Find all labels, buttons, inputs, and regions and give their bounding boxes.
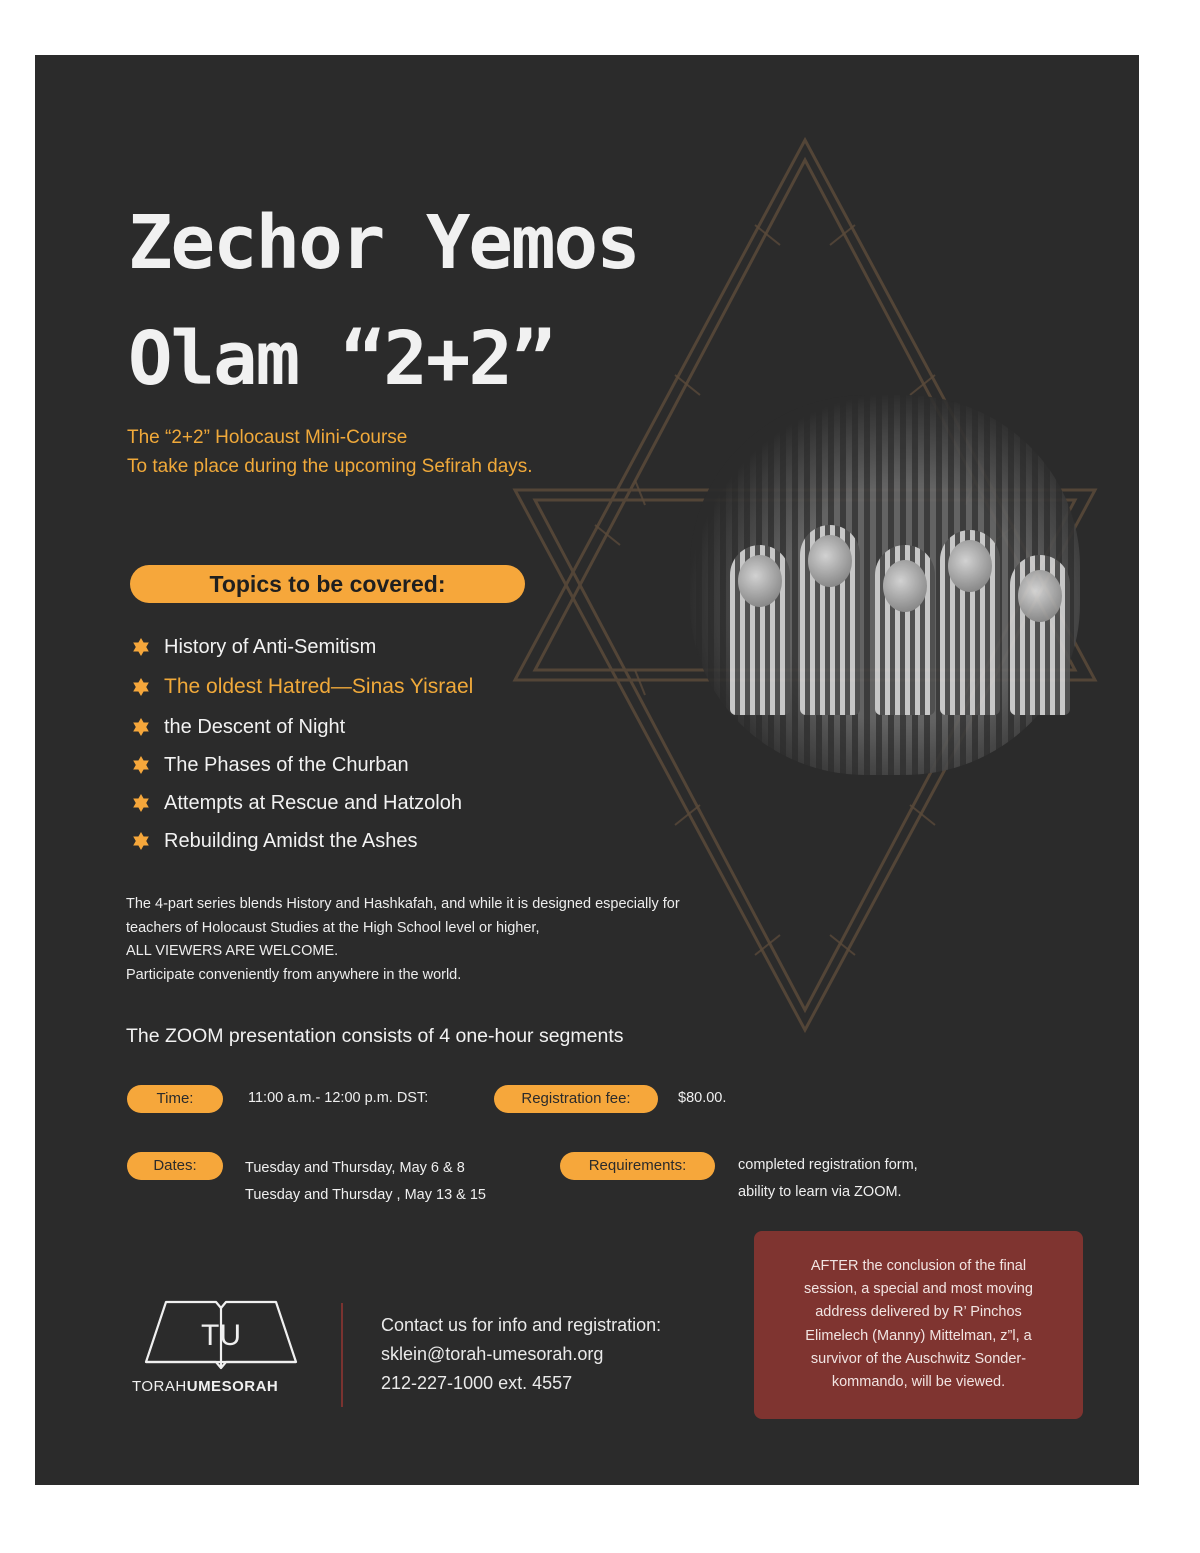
prisoners-photo [690, 395, 1080, 775]
requirements-line-2: ability to learn via ZOOM. [738, 1184, 902, 1200]
list-item [131, 784, 473, 822]
logo-letters: TU [201, 1319, 241, 1352]
page-title [128, 185, 828, 417]
topics-list [131, 628, 473, 860]
list-item [131, 628, 473, 666]
requirements-label: Requirements: [560, 1152, 715, 1180]
logo-name-umesorah: UMESORAH [186, 1378, 279, 1395]
star-bullet-icon [131, 677, 151, 697]
description-line: teachers of Holocaust Studies at the High School level or higher, [126, 919, 540, 936]
contact-info [381, 1311, 661, 1398]
note-line: session, a special and most moving [804, 1281, 1033, 1298]
registration-fee-label: Registration fee: [494, 1085, 658, 1113]
closing-note [754, 1231, 1083, 1419]
star-bullet-icon [131, 637, 151, 657]
dates-label: Dates: [127, 1152, 223, 1180]
dates-line-1: Tuesday and Thursday, May 6 & 8 [245, 1160, 465, 1176]
list-item [131, 822, 473, 860]
time-label: Time: [127, 1085, 223, 1113]
title-line-1: Zechor Yemos [128, 200, 639, 286]
registration-fee-value: $80.00. [678, 1090, 727, 1106]
description [126, 893, 806, 987]
poster [35, 55, 1139, 1485]
topic-label: The Phases of the Churban [164, 753, 409, 776]
zoom-info: The ZOOM presentation consists of 4 one-hour segments [126, 1025, 624, 1047]
list-item [131, 708, 473, 746]
topic-label: the Descent of Night [164, 715, 346, 738]
divider [341, 1303, 343, 1407]
star-bullet-icon [131, 793, 151, 813]
title-line-2: Olam “2+2” [128, 316, 554, 402]
topic-label: Rebuilding Amidst the Ashes [164, 829, 418, 852]
dates-line-2: Tuesday and Thursday , May 13 & 15 [245, 1187, 486, 1203]
contact-heading: Contact us for info and registration: [381, 1315, 662, 1335]
note-line: Elimelech (Manny) Mittelman, z”l, a [805, 1327, 1032, 1344]
note-line: address delivered by R’ Pinchos [815, 1304, 1022, 1321]
topics-heading: Topics to be covered: [130, 565, 525, 603]
contact-phone[interactable]: 212-227-1000 ext. 4557 [381, 1373, 573, 1393]
description-line: ALL VIEWERS ARE WELCOME. [126, 943, 339, 959]
list-item [131, 666, 473, 708]
description-line: The 4-part series blends History and Hashkafah, and while it is designed especially for [126, 896, 680, 912]
note-line: AFTER the conclusion of the final [810, 1258, 1027, 1274]
subtitle-line-1: The “2+2” Holocaust Mini-Course [127, 427, 408, 448]
description-line: Participate conveniently from anywhere in the world. [126, 966, 462, 983]
time-value: 11:00 a.m.- 12:00 p.m. DST: [248, 1090, 429, 1106]
logo-name-torah: TORAH [132, 1378, 187, 1395]
contact-email[interactable]: sklein@torah-umesorah.org [381, 1344, 604, 1364]
topic-label: Attempts at Rescue and Hatzoloh [164, 791, 462, 814]
star-bullet-icon [131, 717, 151, 737]
subtitle-line-2: To take place during the upcoming Sefirah days. [127, 456, 533, 477]
topic-label: The oldest Hatred—Sinas Yisrael [164, 675, 474, 698]
note-line: kommando, will be viewed. [831, 1374, 1006, 1391]
note-line: survivor of the Auschwitz Sonder- [810, 1350, 1027, 1367]
list-item [131, 746, 473, 784]
topic-label: History of Anti-Semitism [164, 635, 377, 658]
star-bullet-icon [131, 831, 151, 851]
subtitle [127, 423, 533, 481]
requirements-line-1: completed registration form, [738, 1157, 918, 1173]
logo-name [132, 1378, 278, 1395]
star-bullet-icon [131, 755, 151, 775]
